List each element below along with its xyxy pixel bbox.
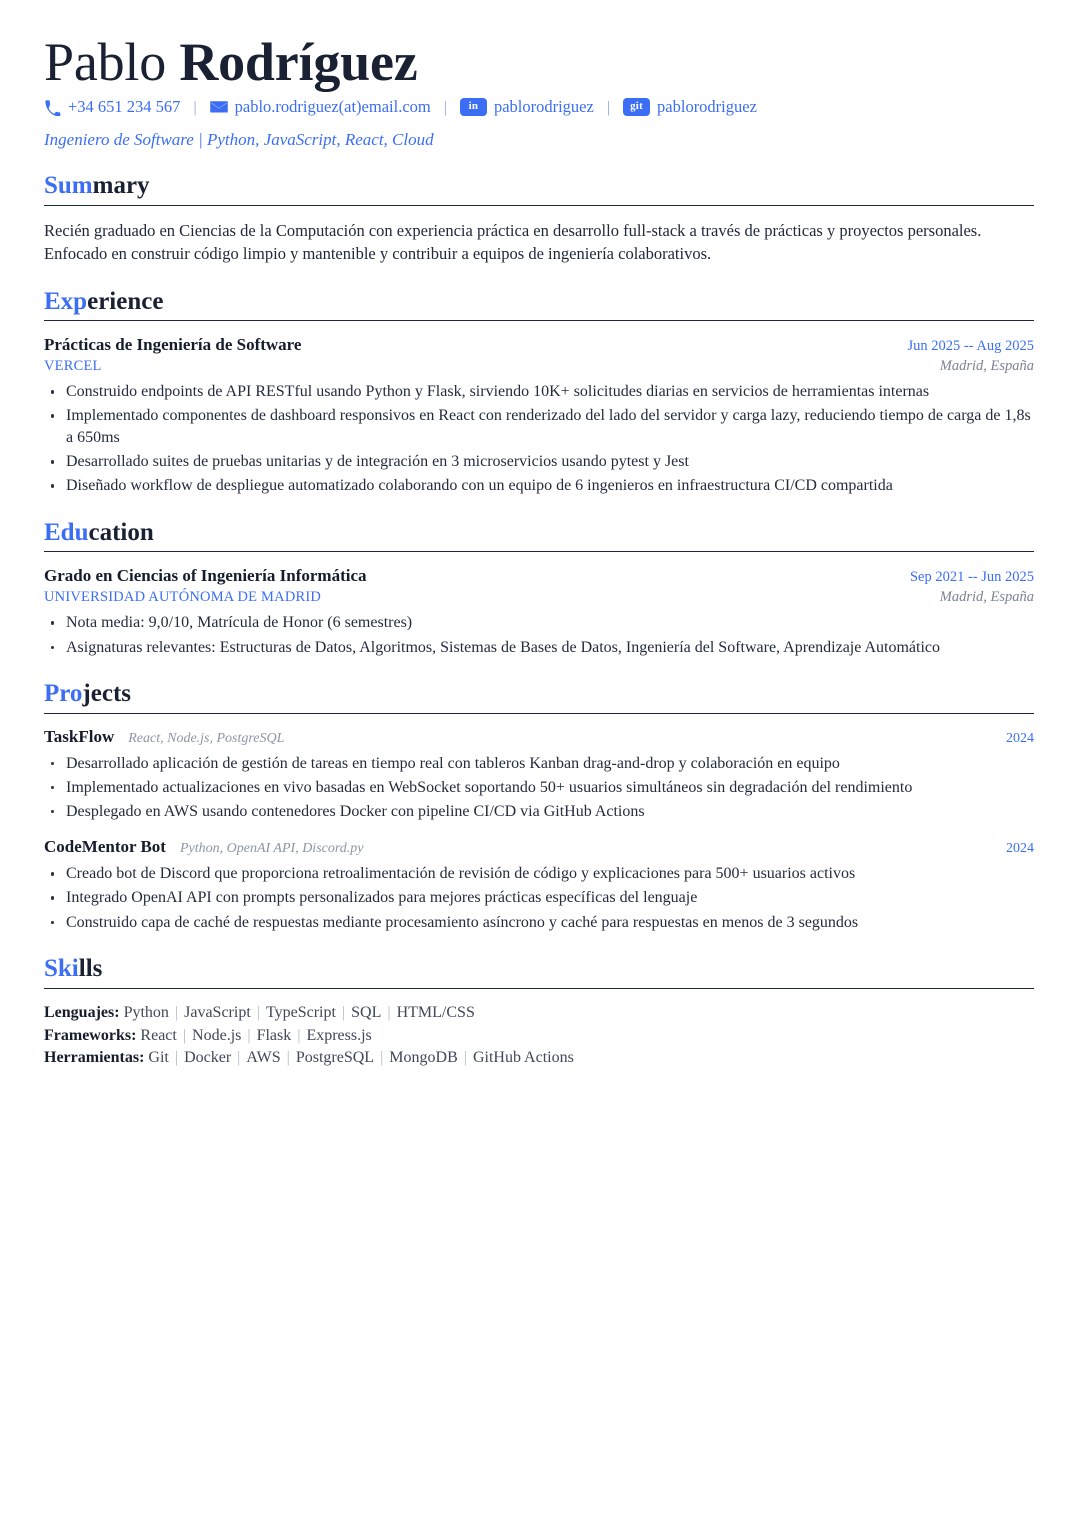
section-title-highlight: Sum	[44, 172, 93, 200]
skill-item: TypeScript	[265, 1003, 336, 1021]
envelope-icon	[210, 100, 228, 114]
list-item: Desarrollado suites de pruebas unitarias y de integración en 3 microservicios usando pytest y Jest	[44, 451, 1034, 473]
skill-item: Python	[123, 1003, 169, 1021]
contact-linkedin[interactable]	[460, 97, 594, 117]
education-institution: UNIVERSIDAD AUTÓNOMA DE MADRID	[44, 588, 322, 605]
experience-bullets	[44, 381, 1034, 496]
section-summary	[44, 172, 1034, 265]
contact-separator: |	[443, 98, 447, 116]
project-entry	[44, 837, 1034, 933]
contact-line	[44, 97, 1034, 117]
list-item: Implementado actualizaciones en vivo basadas en WebSocket soportando 50+ usuarios simultáneos sin degradación del rendimiento	[44, 777, 1034, 799]
project-tech-stack: Python, OpenAI API, Discord.py	[179, 841, 364, 857]
skills-list	[44, 1002, 1034, 1071]
education-bullets	[44, 612, 1034, 658]
skill-separator: |	[286, 1049, 290, 1067]
project-header	[44, 727, 1034, 747]
section-title-rest: cation	[88, 518, 154, 546]
skill-separator: |	[341, 1003, 346, 1021]
section-title-experience	[44, 288, 1034, 316]
project-name: TaskFlow	[44, 726, 115, 746]
skill-item: Flask	[256, 1026, 292, 1044]
skill-item: JavaScript	[184, 1003, 251, 1021]
github-icon: git	[623, 98, 650, 117]
list-item: Construido endpoints de API RESTful usando Python y Flask, sirviendo 10K+ solicitudes diarias en servicios de herramientas internas	[44, 381, 1034, 403]
experience-entry	[44, 334, 1034, 497]
section-title-highlight: Exp	[44, 287, 88, 315]
section-body-summary	[44, 206, 1034, 266]
experience-entry-header	[44, 334, 1034, 355]
section-body-education	[44, 552, 1034, 658]
skill-row	[44, 1047, 1034, 1070]
skill-separator: |	[182, 1026, 187, 1044]
education-date: Sep 2021 -- Jun 2025	[909, 569, 1034, 586]
education-entry-subheader	[44, 588, 1034, 607]
section-projects	[44, 680, 1034, 933]
section-body-skills	[44, 989, 1034, 1071]
skill-item: Docker	[184, 1049, 232, 1067]
skill-separator: |	[256, 1003, 260, 1021]
contact-github[interactable]	[623, 97, 757, 117]
list-item: Asignaturas relevantes: Estructuras de Datos, Algoritmos, Sistemas de Bases de Datos, Ingeniería del Software, Aprendizaje Automático	[44, 637, 1034, 659]
skill-row	[44, 1025, 1034, 1048]
experience-location: Madrid, España	[939, 357, 1034, 374]
project-header	[44, 837, 1034, 857]
section-title-highlight: Ski	[44, 955, 79, 983]
section-body-experience	[44, 321, 1034, 497]
skill-separator: |	[380, 1049, 384, 1067]
education-location: Madrid, España	[939, 588, 1034, 605]
section-title-education	[44, 519, 1034, 547]
linkedin-icon: in	[460, 98, 487, 117]
phone-text: +34 651 234 567	[68, 97, 181, 117]
section-education	[44, 519, 1034, 658]
project-title-group	[44, 727, 284, 747]
contact-email[interactable]	[210, 97, 431, 117]
last-name: Rodríguez	[179, 32, 418, 92]
section-title-rest: jects	[82, 680, 131, 708]
experience-company: VERCEL	[44, 357, 102, 374]
first-name: Pablo	[44, 32, 167, 92]
education-degree: Grado en Ciencias of Ingeniería Informática	[44, 566, 367, 586]
contact-separator: |	[193, 98, 197, 116]
skill-item: React	[140, 1026, 177, 1044]
page-title	[44, 34, 1034, 91]
list-item: Diseñado workflow de despliegue automatizado colaborando con un equipo de 6 ingenieros en infraestructura CI/CD compartida	[44, 475, 1034, 497]
contact-separator: |	[606, 98, 611, 116]
email-text: pablo.rodriguez(at)email.com	[234, 97, 431, 117]
experience-entry-subheader	[44, 357, 1034, 376]
project-name: CodeMentor Bot	[44, 837, 166, 857]
list-item: Implementado componentes de dashboard responsivos en React con renderizado del lado del servidor y carga lazy, reduciendo tiempo de carga de 1,8s a 650ms	[44, 405, 1034, 448]
skill-separator: |	[174, 1003, 179, 1021]
list-item: Desplegado en AWS usando contenedores Docker con pipeline CI/CD via GitHub Actions	[44, 801, 1034, 823]
project-entry	[44, 727, 1034, 823]
skill-separator: |	[174, 1049, 179, 1067]
skill-category-label: Herramientas:	[44, 1049, 149, 1067]
linkedin-text: pablorodriguez	[493, 97, 594, 117]
project-year: 2024	[1006, 841, 1034, 857]
list-item: Construido capa de caché de respuestas mediante procesamiento asíncrono y caché para respuestas en menos de 3 segundos	[44, 912, 1034, 934]
list-item: Creado bot de Discord que proporciona retroalimentación de revisión de código y explicaciones para 500+ usuarios activos	[44, 863, 1034, 885]
contact-phone[interactable]	[44, 97, 180, 117]
list-item: Nota media: 9,0/10, Matrícula de Honor (6 semestres)	[44, 612, 1034, 634]
skill-item: HTML/CSS	[396, 1003, 475, 1021]
skill-item: Git	[148, 1049, 169, 1067]
skill-item: SQL	[351, 1003, 382, 1021]
list-item: Integrado OpenAI API con prompts personalizados para mejores prácticas específicas del lenguaje	[44, 887, 1034, 909]
section-title-projects	[44, 680, 1034, 708]
skill-row	[44, 1002, 1034, 1025]
experience-job-title: Prácticas de Ingeniería de Software	[44, 335, 302, 355]
education-entry	[44, 565, 1034, 658]
section-title-skills	[44, 955, 1034, 983]
section-title-rest: lls	[78, 955, 103, 983]
section-experience	[44, 288, 1034, 497]
section-title-summary	[44, 172, 1034, 200]
skill-category-label: Frameworks:	[44, 1026, 141, 1044]
skill-item: AWS	[246, 1049, 281, 1067]
section-skills	[44, 955, 1034, 1070]
resume-header	[44, 34, 1034, 150]
project-bullets	[44, 753, 1034, 823]
phone-icon	[44, 99, 61, 116]
skill-item: MongoDB	[389, 1049, 458, 1067]
skill-category-label: Lenguajes:	[44, 1003, 124, 1021]
project-bullets	[44, 863, 1034, 933]
section-title-rest: erience	[87, 287, 164, 315]
skill-separator: |	[297, 1026, 301, 1044]
section-title-highlight: Pro	[44, 680, 83, 708]
experience-date: Jun 2025 -- Aug 2025	[907, 338, 1034, 355]
list-item: Desarrollado aplicación de gestión de tareas en tiempo real con tableros Kanban drag-and-drop y colaboración en equipo	[44, 753, 1034, 775]
skill-item: Node.js	[192, 1026, 242, 1044]
skill-item: PostgreSQL	[295, 1049, 375, 1067]
skill-item: Express.js	[306, 1026, 372, 1044]
skill-separator: |	[247, 1026, 251, 1044]
project-year: 2024	[1006, 730, 1034, 746]
skill-item: GitHub Actions	[472, 1049, 574, 1067]
tagline: Ingeniero de Software | Python, JavaScript, React, Cloud	[44, 130, 434, 150]
project-tech-stack: React, Node.js, PostgreSQL	[128, 730, 285, 746]
github-text: pablorodriguez	[657, 97, 757, 117]
skill-separator: |	[463, 1049, 467, 1067]
summary-text: Recién graduado en Ciencias de la Computación con experiencia práctica en desarrollo full-stack a través de prácticas y proyectos personales. Enfocado en construir código limpio y mantenible y contribuir a equipos de ingeniería colaborativos.	[44, 220, 982, 264]
project-title-group	[44, 837, 364, 857]
section-title-highlight: Edu	[44, 518, 89, 546]
skill-separator: |	[387, 1003, 391, 1021]
section-body-projects	[44, 714, 1034, 934]
skill-separator: |	[237, 1049, 241, 1067]
section-title-rest: mary	[92, 172, 150, 200]
education-entry-header	[44, 565, 1034, 586]
